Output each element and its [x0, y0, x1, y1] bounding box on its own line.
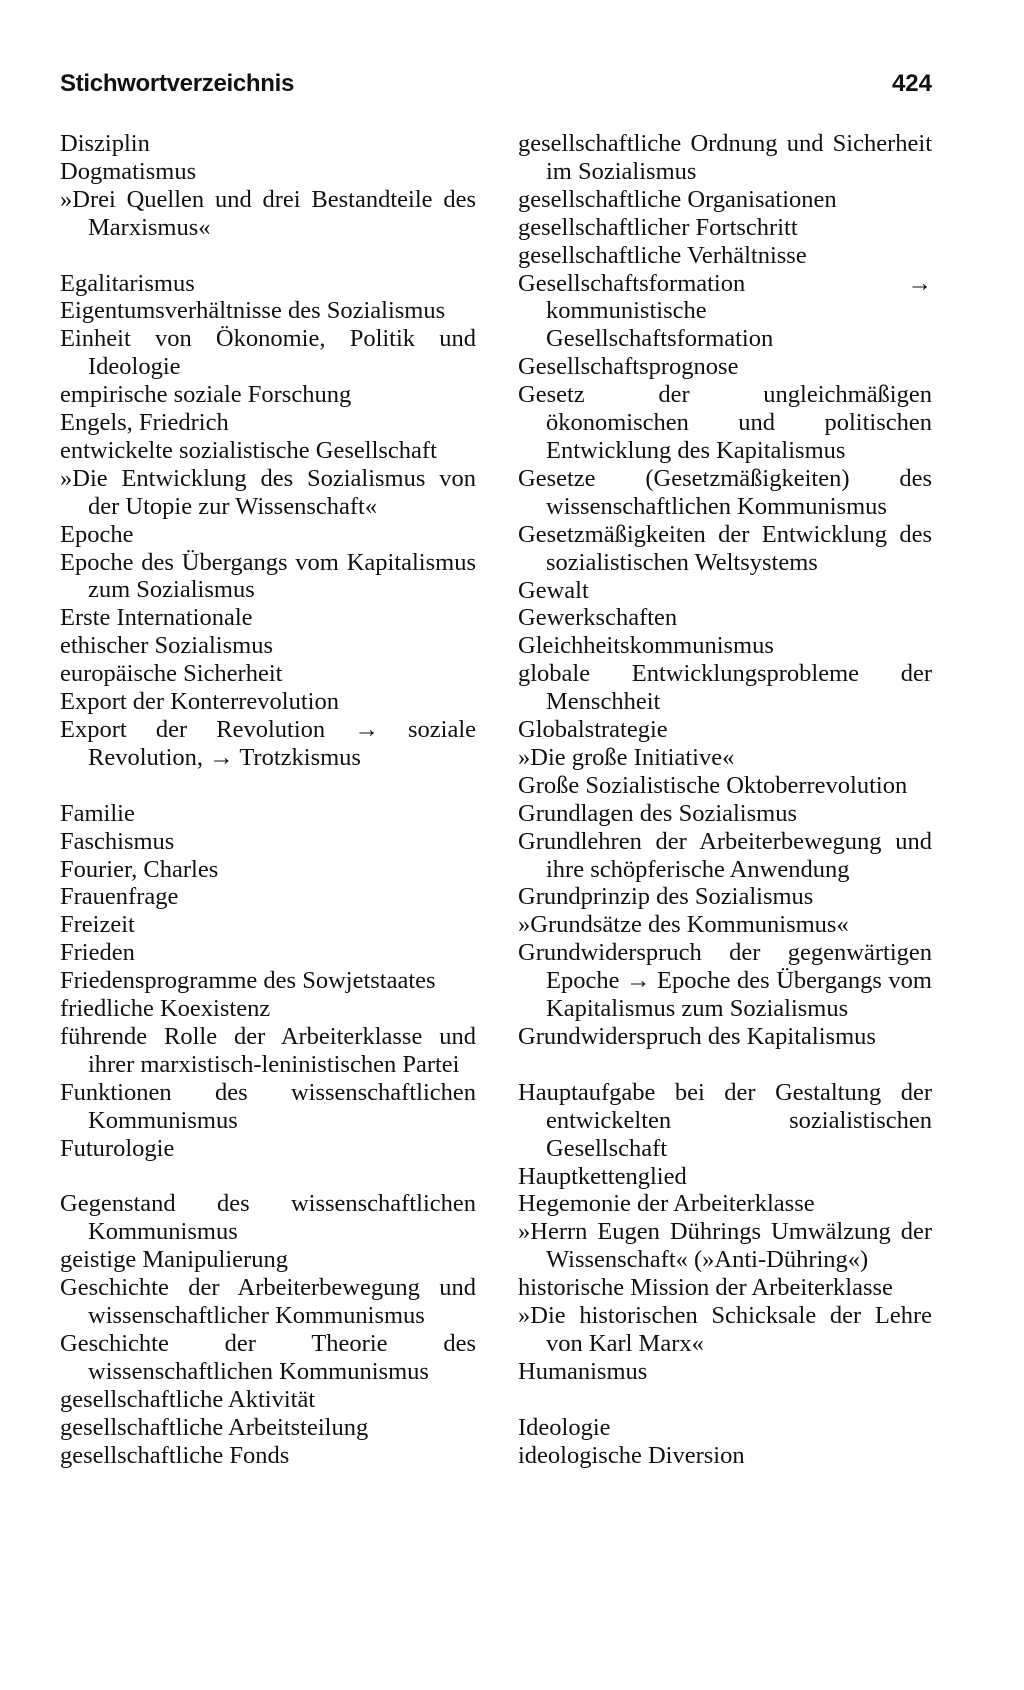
index-entry: Engels, Friedrich [60, 409, 229, 437]
index-entry: Epoche des Übergangs vom Kapitalismus zum Sozialismus [60, 548, 476, 604]
index-entry: Globalstrategie [518, 716, 668, 744]
index-entry: Freizeit [60, 911, 135, 939]
index-entry: Geschichte der Arbeiterbewegung und wissenschaftlicher Kommunismus [60, 1274, 476, 1330]
section-gap [60, 772, 476, 800]
index-entry: Eigentumsverhältnisse des Sozialismus [60, 297, 446, 325]
index-entry: Dogmatismus [60, 157, 197, 185]
index-entry: gesellschaftliche Ordnung und Sicherheit im Sozialismus [518, 130, 932, 185]
index-entry: Gewerkschaften [518, 604, 678, 632]
index-entry: Disziplin [60, 130, 150, 157]
index-entry: entwickelte sozialistische Gesellschaft [60, 436, 437, 464]
index-entry: »Die große Initiative« [518, 743, 735, 771]
index-entry: Erste Internationale [60, 604, 253, 632]
index-entry: empirische soziale Forschung [60, 381, 352, 409]
index-entry: Gleichheitskommunismus [518, 632, 774, 660]
index-entry: »Drei Quellen und drei Bestandteile des Marxismus« [60, 185, 476, 241]
index-entry: ethischer Sozialismus [60, 632, 273, 660]
index-entry: Epoche [60, 520, 134, 548]
page-header [60, 70, 932, 110]
index-entry: Gesetze (Gesetzmäßigkeiten) des wissenschaftlichen Kommunismus [518, 464, 932, 520]
index-entry: Frieden [60, 939, 135, 967]
index-entry: Hauptkettenglied [518, 1162, 687, 1190]
index-entry: »Grundsätze des Kommunismus« [518, 911, 849, 939]
index-column-left [60, 130, 476, 1469]
index-entry: Geschichte der Theorie des wissenschaftlichen Kommunismus [60, 1329, 476, 1385]
index-entry: »Herrn Eugen Dührings Umwälzung der Wissenschaft« (»Anti-Dühring«) [518, 1218, 932, 1274]
index-entry: Einheit von Ökonomie, Politik und Ideologie [60, 325, 476, 381]
index-entry: führende Rolle der Arbeiterklasse und ihrer marxistisch-leninistischen Partei [60, 1022, 476, 1078]
index-entry: Fourier, Charles [60, 855, 219, 883]
index-entry: Gesetz der ungleichmäßigen ökonomischen und politischen Entwicklung des Kapitalismus [518, 381, 932, 464]
index-entry: gesellschaftliche Fonds [60, 1441, 290, 1469]
section-gap [60, 1163, 476, 1191]
page-number: 424 [891, 70, 932, 97]
page-title: Stichwortverzeichnis [60, 70, 295, 97]
index-entry: Grundprinzip des Sozialismus [518, 883, 814, 911]
index-entry: gesellschaftliche Aktivität [60, 1385, 316, 1413]
index-entry: Friedensprogramme des Sowjetstaates [60, 967, 436, 995]
index-entry: Export der Revolution → soziale Revolution, → Trotzkismus [60, 716, 476, 771]
index-entry: ideologische Diversion [518, 1441, 745, 1469]
index-entry: Gesetzmäßigkeiten der Entwicklung des sozialistischen Weltsystems [518, 520, 932, 576]
index-entry: europäische Sicherheit [60, 660, 283, 688]
section-gap [60, 242, 476, 270]
index-entry: Export der Konterrevolution [60, 688, 339, 716]
index-entry: gesellschaftliche Arbeitsteilung [60, 1413, 369, 1441]
section-gap [518, 1386, 932, 1414]
index-entry: Familie [60, 799, 135, 827]
index-entry: geistige Manipulierung [60, 1246, 288, 1274]
index-entry: Gesellschaftsformation → kommunistische Gesellschaftsformation [518, 269, 932, 353]
index-entry: »Die historischen Schicksale der Lehre von Karl Marx« [518, 1302, 932, 1357]
index-entry: Frauenfrage [60, 883, 179, 911]
index-entry: Ideologie [518, 1413, 611, 1441]
index-entry: friedliche Koexistenz [60, 995, 271, 1023]
index-entry: Hauptaufgabe bei der Gestaltung der entwickelten sozialistischen Gesellschaft [518, 1078, 932, 1162]
index-entry: Grundwiderspruch der gegenwärtigen Epoche → Epoche des Übergangs vom Kapitalismus zum Sozialismus [518, 939, 932, 1023]
index-entry: Hegemonie der Arbeiterklasse [518, 1190, 815, 1218]
index-entry: Humanismus [518, 1357, 648, 1385]
index-entry: »Die Entwicklung des Sozialismus von der Utopie zur Wissenschaft« [60, 464, 476, 520]
index-entry: historische Mission der Arbeiterklasse [518, 1274, 893, 1302]
index-entry: Egalitarismus [60, 269, 195, 297]
index-entry: gesellschaftliche Organisationen [518, 185, 837, 213]
index-entry: gesellschaftlicher Fortschritt [518, 213, 798, 241]
index-entry: Große Sozialistische Oktoberrevolution [518, 771, 908, 799]
index-entry: Grundwiderspruch des Kapitalismus [518, 1023, 876, 1050]
index-entry: Funktionen des wissenschaftlichen Kommunismus [60, 1078, 476, 1134]
index-entry: gesellschaftliche Verhältnisse [518, 241, 807, 269]
section-gap [518, 1051, 932, 1079]
index-entry: Grundlagen des Sozialismus [518, 799, 797, 827]
index-entry: Gewalt [518, 576, 589, 604]
index-entry: Grundlehren der Arbeiterbewegung und ihre schöpferische Anwendung [518, 827, 932, 883]
index-entry: Faschismus [60, 827, 175, 855]
index-entry: Futurologie [60, 1134, 175, 1162]
index-entry: Gesellschaftsprognose [518, 353, 739, 381]
index-entry: globale Entwicklungsprobleme der Menschheit [518, 660, 932, 716]
index-column-right [518, 130, 932, 1469]
index-entry: Gegenstand des wissenschaftlichen Kommunismus [60, 1190, 476, 1246]
